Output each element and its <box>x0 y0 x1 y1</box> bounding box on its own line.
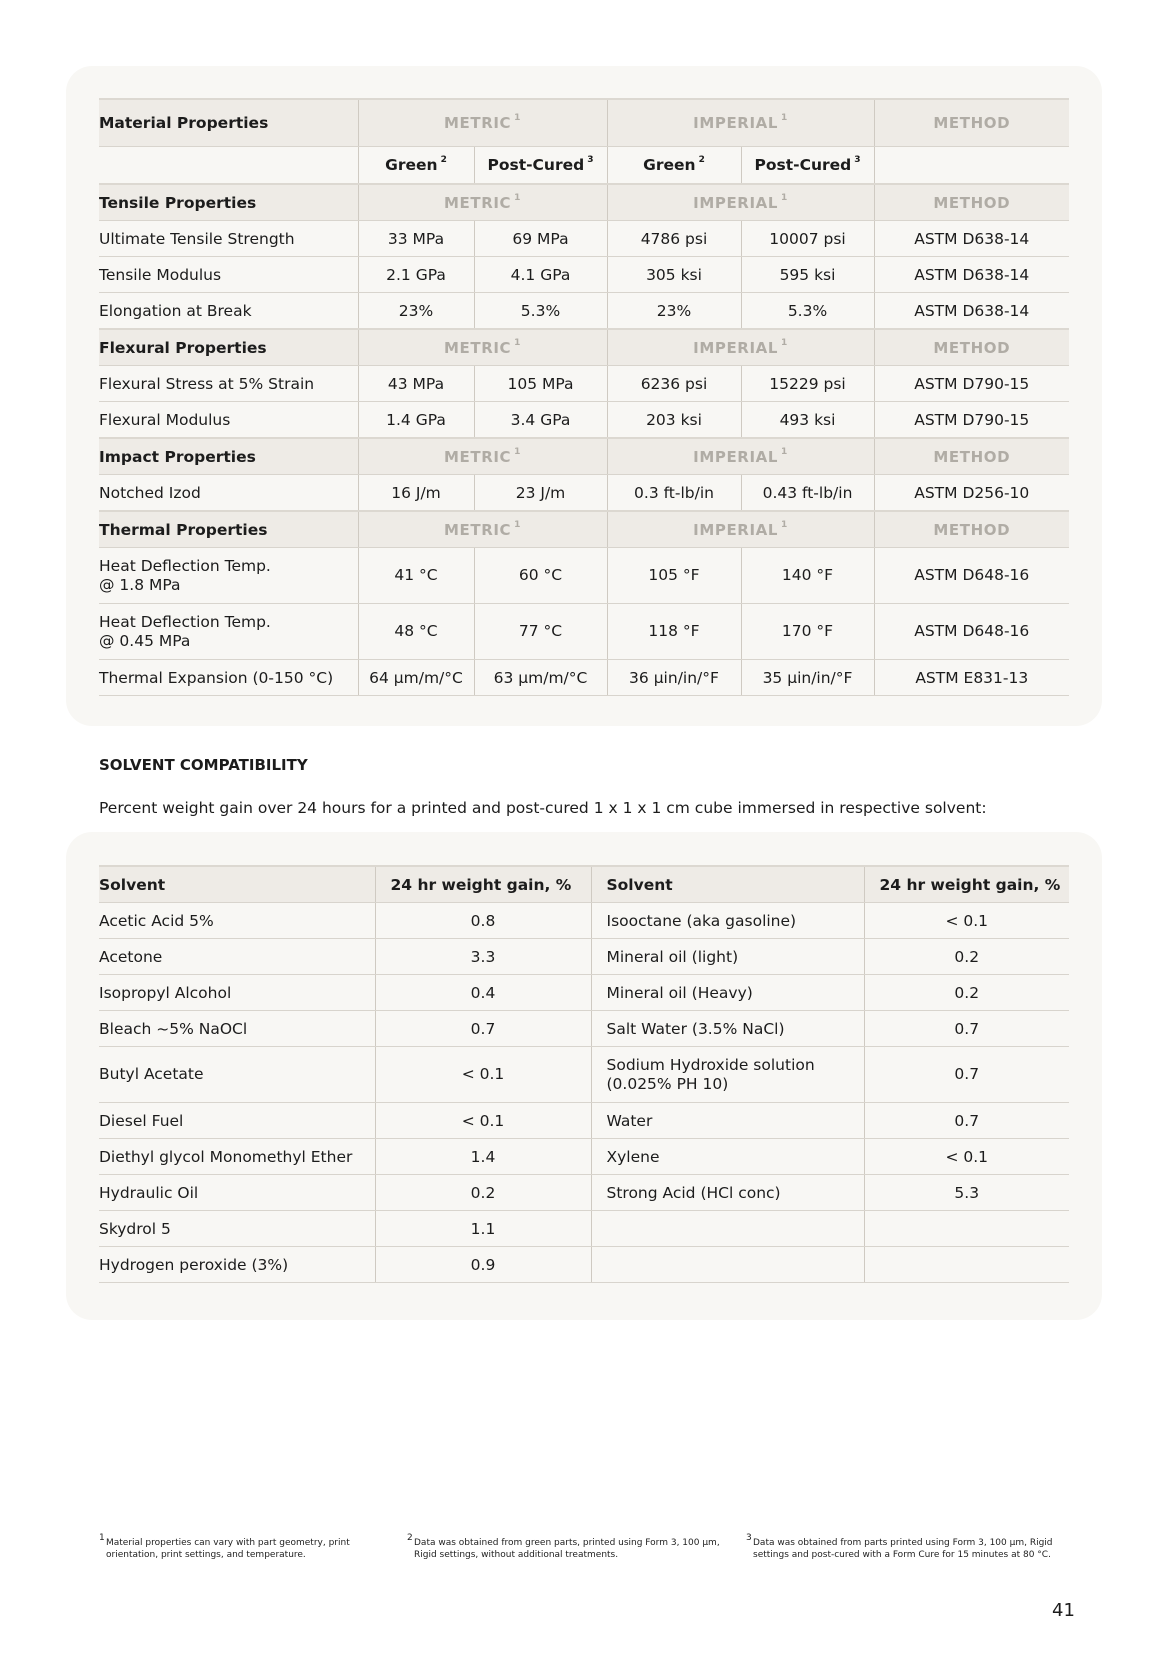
section-title: Flexural Properties <box>99 329 358 366</box>
weight-gain-value: 0.2 <box>375 1175 591 1211</box>
method-header: METHOD <box>874 329 1069 366</box>
weight-gain-value: 1.4 <box>375 1139 591 1175</box>
weight-gain-value: < 0.1 <box>375 1103 591 1139</box>
table-row <box>99 1139 1069 1175</box>
page-number: 41 <box>1052 1600 1075 1621</box>
postcured-subheader: Post-Cured $^3$ <box>474 147 607 185</box>
solvent-name: Salt Water (3.5% NaCl) <box>591 1011 864 1047</box>
imperial-green-value: 305 ksi <box>607 257 741 293</box>
green-subheader: Green $^2$ <box>607 147 741 185</box>
imperial-header: IMPERIAL $^1$ <box>607 184 874 221</box>
metric-header: METRIC $^1$ <box>358 511 607 548</box>
table-row <box>99 1103 1069 1139</box>
method-value: ASTM D638-14 <box>874 221 1069 257</box>
table-row <box>99 1011 1069 1047</box>
section-header-row <box>99 438 1069 475</box>
method-value: ASTM D790-15 <box>874 366 1069 402</box>
imperial-green-value: 118 °F <box>607 604 741 660</box>
weight-gain-value: < 0.1 <box>375 1047 591 1103</box>
metric-post-value: 60 °C <box>474 548 607 604</box>
section-title: Thermal Properties <box>99 511 358 548</box>
solvent-section-description: Percent weight gain over 24 hours for a printed and post-cured 1 x 1 x 1 cm cube immersed in respective solvent: <box>99 799 987 817</box>
method-value: ASTM D638-14 <box>874 257 1069 293</box>
solvent-name: Mineral oil (Heavy) <box>591 975 864 1011</box>
imperial-post-value: 10007 psi <box>741 221 874 257</box>
metric-green-value: 41 °C <box>358 548 474 604</box>
method-header: METHOD <box>874 438 1069 475</box>
metric-post-value: 105 MPa <box>474 366 607 402</box>
solvent-name: Hydraulic Oil <box>99 1175 375 1211</box>
material-properties-table <box>99 98 1069 696</box>
weight-gain-value: 0.9 <box>375 1247 591 1283</box>
property-name: Heat Deflection Temp. @ 1.8 MPa <box>99 548 358 604</box>
weight-gain-column-header: 24 hr weight gain, % <box>864 866 1069 903</box>
metric-green-value: 48 °C <box>358 604 474 660</box>
solvent-name: Water <box>591 1103 864 1139</box>
empty-cell <box>864 1211 1069 1247</box>
weight-gain-value: 0.2 <box>864 975 1069 1011</box>
subheader-row <box>99 147 1069 185</box>
table-header-row <box>99 866 1069 903</box>
table-row <box>99 475 1069 512</box>
solvent-name: Isooctane (aka gasoline) <box>591 903 864 939</box>
weight-gain-value: < 0.1 <box>864 903 1069 939</box>
footnote-2: 2 Data was obtained from green parts, printed using Form 3, 100 µm, Rigid settings, without additional treatments. <box>407 1533 720 1560</box>
metric-green-value: 23% <box>358 293 474 330</box>
solvent-name: Mineral oil (light) <box>591 939 864 975</box>
table-row <box>99 402 1069 439</box>
imperial-green-value: 203 ksi <box>607 402 741 439</box>
table-row <box>99 903 1069 939</box>
postcured-subheader: Post-Cured $^3$ <box>741 147 874 185</box>
metric-post-value: 63 μm/m/°C <box>474 660 607 696</box>
section-title: Tensile Properties <box>99 184 358 221</box>
table-row <box>99 660 1069 696</box>
solvent-name: Acetic Acid 5% <box>99 903 375 939</box>
property-name: Thermal Expansion (0-150 °C) <box>99 660 358 696</box>
solvent-name: Butyl Acetate <box>99 1047 375 1103</box>
metric-green-value: 33 MPa <box>358 221 474 257</box>
table-row <box>99 604 1069 660</box>
weight-gain-value: 0.7 <box>864 1011 1069 1047</box>
table-row <box>99 1047 1069 1103</box>
imperial-green-value: 23% <box>607 293 741 330</box>
weight-gain-column-header: 24 hr weight gain, % <box>375 866 591 903</box>
table-row <box>99 221 1069 257</box>
weight-gain-value: 0.7 <box>864 1103 1069 1139</box>
solvent-compatibility-card <box>66 832 1102 1320</box>
weight-gain-value: 0.7 <box>375 1011 591 1047</box>
method-header: METHOD <box>874 184 1069 221</box>
metric-green-value: 2.1 GPa <box>358 257 474 293</box>
imperial-post-value: 170 °F <box>741 604 874 660</box>
solvent-compatibility-table <box>99 865 1069 1283</box>
solvent-name: Sodium Hydroxide solution (0.025% PH 10) <box>591 1047 864 1103</box>
imperial-header: IMPERIAL $^1$ <box>607 511 874 548</box>
imperial-green-value: 6236 psi <box>607 366 741 402</box>
weight-gain-value: 1.1 <box>375 1211 591 1247</box>
imperial-header: IMPERIAL $^1$ <box>607 438 874 475</box>
metric-post-value: 23 J/m <box>474 475 607 512</box>
weight-gain-value: 0.7 <box>864 1047 1069 1103</box>
weight-gain-value: < 0.1 <box>864 1139 1069 1175</box>
imperial-post-value: 35 μin/in/°F <box>741 660 874 696</box>
solvent-section-title: SOLVENT COMPATIBILITY <box>99 756 308 774</box>
metric-post-value: 69 MPa <box>474 221 607 257</box>
metric-green-value: 16 J/m <box>358 475 474 512</box>
metric-post-value: 77 °C <box>474 604 607 660</box>
solvent-name: Strong Acid (HCl conc) <box>591 1175 864 1211</box>
imperial-green-value: 0.3 ft-lb/in <box>607 475 741 512</box>
solvent-name: Bleach ~5% NaOCl <box>99 1011 375 1047</box>
method-value: ASTM D790-15 <box>874 402 1069 439</box>
section-title: Impact Properties <box>99 438 358 475</box>
imperial-post-value: 15229 psi <box>741 366 874 402</box>
imperial-post-value: 0.43 ft-lb/in <box>741 475 874 512</box>
metric-post-value: 3.4 GPa <box>474 402 607 439</box>
table-row <box>99 1211 1069 1247</box>
solvent-name: Skydrol 5 <box>99 1211 375 1247</box>
property-name: Tensile Modulus <box>99 257 358 293</box>
metric-header: METRIC $^1$ <box>358 184 607 221</box>
weight-gain-value: 0.4 <box>375 975 591 1011</box>
solvent-name: Diesel Fuel <box>99 1103 375 1139</box>
method-header: METHOD <box>874 99 1069 147</box>
method-value: ASTM E831-13 <box>874 660 1069 696</box>
solvent-column-header: Solvent <box>99 866 375 903</box>
weight-gain-value: 0.2 <box>864 939 1069 975</box>
metric-post-value: 5.3% <box>474 293 607 330</box>
table-row <box>99 1247 1069 1283</box>
table-header-row <box>99 99 1069 147</box>
table-row <box>99 548 1069 604</box>
method-value: ASTM D648-16 <box>874 604 1069 660</box>
method-value: ASTM D256-10 <box>874 475 1069 512</box>
imperial-post-value: 5.3% <box>741 293 874 330</box>
metric-header: METRIC $^1$ <box>358 329 607 366</box>
weight-gain-value: 3.3 <box>375 939 591 975</box>
property-name: Ultimate Tensile Strength <box>99 221 358 257</box>
imperial-post-value: 140 °F <box>741 548 874 604</box>
imperial-green-value: 4786 psi <box>607 221 741 257</box>
empty-cell <box>591 1247 864 1283</box>
property-name: Heat Deflection Temp. @ 0.45 MPa <box>99 604 358 660</box>
footnote-3: 3 Data was obtained from parts printed using Form 3, 100 µm, Rigid settings and post-cured with a Form Cure for 15 minutes at 80 °C. <box>746 1533 1053 1560</box>
section-header-row <box>99 329 1069 366</box>
metric-green-value: 64 μm/m/°C <box>358 660 474 696</box>
metric-header: METRIC $^1$ <box>358 99 607 147</box>
metric-green-value: 43 MPa <box>358 366 474 402</box>
table-title: Material Properties <box>99 99 358 147</box>
solvent-name: Isopropyl Alcohol <box>99 975 375 1011</box>
table-row <box>99 1175 1069 1211</box>
material-properties-card <box>66 66 1102 726</box>
imperial-header: IMPERIAL $^1$ <box>607 99 874 147</box>
method-value: ASTM D638-14 <box>874 293 1069 330</box>
table-row <box>99 257 1069 293</box>
method-header: METHOD <box>874 511 1069 548</box>
method-value: ASTM D648-16 <box>874 548 1069 604</box>
imperial-header: IMPERIAL $^1$ <box>607 329 874 366</box>
solvent-name: Hydrogen peroxide (3%) <box>99 1247 375 1283</box>
weight-gain-value: 5.3 <box>864 1175 1069 1211</box>
property-name: Notched Izod <box>99 475 358 512</box>
imperial-green-value: 105 °F <box>607 548 741 604</box>
section-header-row <box>99 511 1069 548</box>
table-row <box>99 939 1069 975</box>
solvent-name: Acetone <box>99 939 375 975</box>
solvent-column-header: Solvent <box>591 866 864 903</box>
solvent-name: Diethyl glycol Monomethyl Ether <box>99 1139 375 1175</box>
empty-cell <box>864 1247 1069 1283</box>
weight-gain-value: 0.8 <box>375 903 591 939</box>
empty-cell <box>591 1211 864 1247</box>
property-name: Elongation at Break <box>99 293 358 330</box>
table-row <box>99 366 1069 402</box>
footnote-1: 1 Material properties can vary with part geometry, print orientation, print settings, and temperature. <box>99 1533 350 1560</box>
green-subheader: Green $^2$ <box>358 147 474 185</box>
table-row <box>99 975 1069 1011</box>
metric-post-value: 4.1 GPa <box>474 257 607 293</box>
metric-header: METRIC $^1$ <box>358 438 607 475</box>
table-row <box>99 293 1069 330</box>
imperial-post-value: 493 ksi <box>741 402 874 439</box>
metric-green-value: 1.4 GPa <box>358 402 474 439</box>
imperial-green-value: 36 μin/in/°F <box>607 660 741 696</box>
property-name: Flexural Stress at 5% Strain <box>99 366 358 402</box>
solvent-name: Xylene <box>591 1139 864 1175</box>
section-header-row <box>99 184 1069 221</box>
imperial-post-value: 595 ksi <box>741 257 874 293</box>
property-name: Flexural Modulus <box>99 402 358 439</box>
